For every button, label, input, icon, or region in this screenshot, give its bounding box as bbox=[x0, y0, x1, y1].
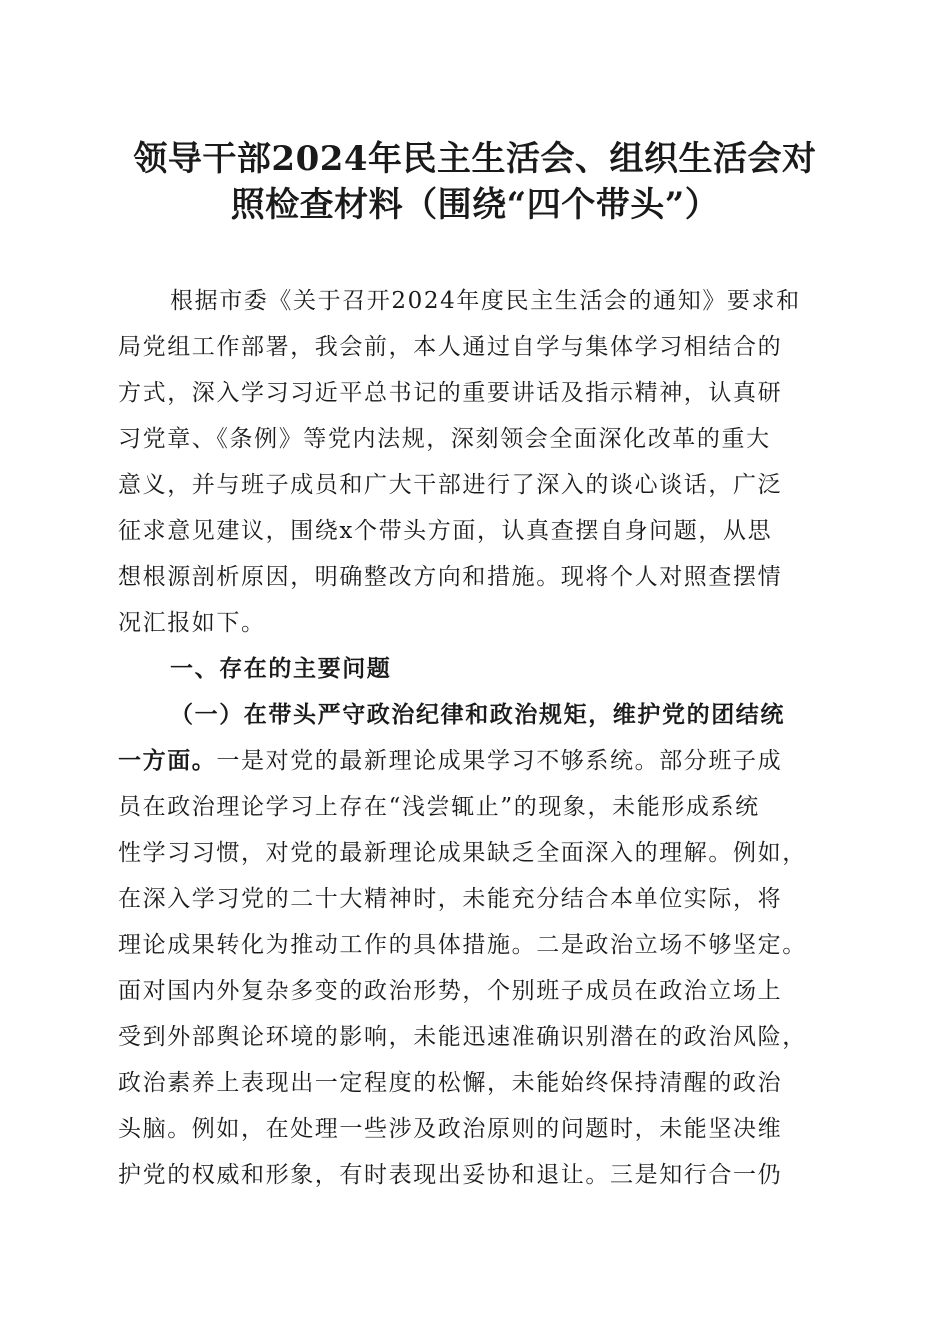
body-line: 员在政治理论学习上存在“浅尝辄止”的现象，未能形成系统 bbox=[118, 794, 760, 820]
body-line: 征求意见建议，围绕x个带头方面，认真查摆自身问题，从思 bbox=[118, 518, 773, 544]
body-line: 政治素养上表现出一定程度的松懈，未能始终保持清醒的政治 bbox=[118, 1070, 783, 1096]
subsection-heading-tail: 一方面。 bbox=[118, 748, 217, 774]
body-line: 方式，深入学习习近平总书记的重要讲话及指示精神，认真研 bbox=[118, 380, 783, 406]
document-title bbox=[100, 136, 850, 228]
body-line: 面对国内外复杂多变的政治形势，个别班子成员在政治立场上 bbox=[118, 978, 783, 1004]
body-line: 在深入学习党的二十大精神时，未能充分结合本单位实际，将 bbox=[118, 886, 783, 912]
body-line: 意义，并与班子成员和广大干部进行了深入的谈心谈话，广泛 bbox=[118, 472, 783, 498]
document-body bbox=[118, 278, 836, 1198]
title-line: 照检查材料（围绕“四个带头”） bbox=[230, 185, 720, 225]
body-line bbox=[118, 738, 836, 784]
body-line: 局党组工作部署，我会前，本人通过自学与集体学习相结合的 bbox=[118, 334, 783, 360]
body-line: 理论成果转化为推动工作的具体措施。二是政治立场不够坚定。 bbox=[118, 932, 807, 958]
body-line: 受到外部舆论环境的影响，未能迅速准确识别潜在的政治风险， bbox=[118, 1024, 807, 1050]
body-line: 性学习习惯，对党的最新理论成果缺乏全面深入的理解。例如， bbox=[118, 840, 807, 866]
body-line: 护党的权威和形象，有时表现出妥协和退让。三是知行合一仍 bbox=[118, 1162, 783, 1188]
body-line: 况汇报如下。 bbox=[118, 610, 266, 636]
body-line: 头脑。例如，在处理一些涉及政治原则的问题时，未能坚决维 bbox=[118, 1116, 783, 1142]
subsection-heading: （一）在带头严守政治纪律和政治规矩，维护党的团结统 bbox=[170, 702, 785, 728]
section-heading: 一、存在的主要问题 bbox=[170, 656, 392, 682]
body-line: 想根源剖析原因，明确整改方向和措施。现将个人对照查摆情 bbox=[118, 564, 783, 590]
title-line: 领导干部2024年民主生活会、组织生活会对 bbox=[133, 139, 817, 179]
body-text: 一是对党的最新理论成果学习不够系统。部分班子成 bbox=[216, 748, 783, 774]
body-line: 根据市委《关于召开2024年度民主生活会的通知》要求和 bbox=[170, 288, 801, 314]
body-line: 习党章、《条例》等党内法规，深刻领会全面深化改革的重大 bbox=[118, 426, 771, 452]
